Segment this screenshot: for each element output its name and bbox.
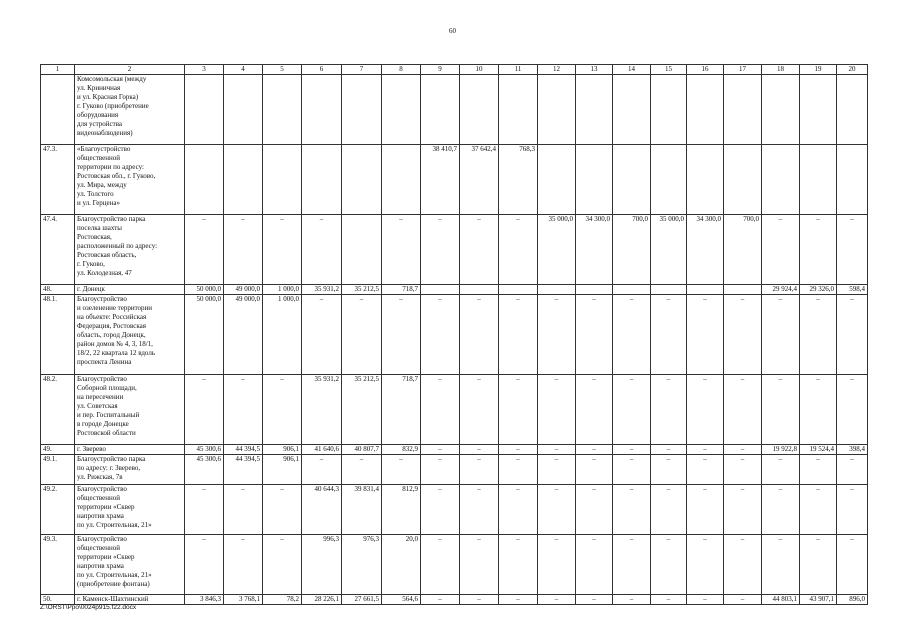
value-cell <box>762 75 800 145</box>
value-cell: – <box>421 595 460 605</box>
table-row <box>41 215 868 285</box>
value-cell: 78,2 <box>263 595 302 605</box>
value-cell: 37 642,4 <box>460 145 499 215</box>
value-cell: 28 226,1 <box>302 595 342 605</box>
value-cell: – <box>421 295 460 375</box>
value-cell: 1 000,0 <box>263 295 302 375</box>
value-cell: – <box>687 375 724 445</box>
value-cell: – <box>800 295 837 375</box>
value-cell: – <box>302 295 342 375</box>
value-cell: – <box>382 455 421 485</box>
value-cell: – <box>499 445 538 455</box>
value-cell: – <box>576 375 613 445</box>
value-cell: 896,0 <box>837 595 868 605</box>
value-cell <box>382 145 421 215</box>
value-cell: – <box>837 535 868 595</box>
value-cell: – <box>724 375 762 445</box>
data-table <box>40 64 868 605</box>
value-cell <box>302 75 342 145</box>
object-name-cell: Комсомольская (между ул. Криничная и ул. Красная Горка) г. Гуково (приобретение оборудования для устройства видеонаблюдения) <box>75 75 185 145</box>
value-cell: – <box>263 375 302 445</box>
value-cell <box>762 145 800 215</box>
value-cell: – <box>421 535 460 595</box>
value-cell <box>576 145 613 215</box>
object-name-cell: Благоустройство общественной территории «Сквер напротив храма по ул. Строительная, 21» <box>75 485 185 535</box>
value-cell: – <box>651 295 687 375</box>
value-cell: 40 807,7 <box>342 445 382 455</box>
value-cell <box>538 145 576 215</box>
value-cell: – <box>800 535 837 595</box>
value-cell: – <box>651 455 687 485</box>
row-number-cell: 50. <box>41 595 75 605</box>
value-cell <box>538 75 576 145</box>
value-cell: – <box>499 215 538 285</box>
value-cell: 19 524,4 <box>800 445 837 455</box>
value-cell: 35 212,5 <box>342 285 382 295</box>
row-number-cell: 48.2. <box>41 375 75 445</box>
value-cell <box>724 285 762 295</box>
value-cell: – <box>837 295 868 375</box>
value-cell: – <box>724 595 762 605</box>
value-cell: 35 000,0 <box>538 215 576 285</box>
value-cell: – <box>460 295 499 375</box>
object-name-cell: Благоустройство парка по адресу: г. Зверево, ул. Рижская, 7в <box>75 455 185 485</box>
column-number-cell: 8 <box>382 65 421 75</box>
value-cell: – <box>613 595 651 605</box>
value-cell: – <box>185 485 224 535</box>
value-cell <box>421 75 460 145</box>
value-cell: – <box>724 485 762 535</box>
value-cell: – <box>538 295 576 375</box>
value-cell: 598,4 <box>837 285 868 295</box>
value-cell: – <box>538 485 576 535</box>
page-number: 60 <box>449 27 456 35</box>
value-cell: – <box>800 485 837 535</box>
value-cell: – <box>576 445 613 455</box>
value-cell: 50 000,0 <box>185 295 224 375</box>
value-cell: – <box>263 535 302 595</box>
object-name-cell: г. Каменск-Шахтинский <box>75 595 185 605</box>
object-name-cell: «Благоустройство общественной территории по адресу: Ростовская обл., г. Гуково, ул. Мира, между ул. Толстого и ул. Герцена» <box>75 145 185 215</box>
value-cell: 35 000,0 <box>651 215 687 285</box>
object-name-cell: Благоустройство парка поселка шахты Ростовская, расположенный по адресу: Ростовская область, г. Гуково, ул. Колодезная, 47 <box>75 215 185 285</box>
value-cell <box>460 285 499 295</box>
object-name-cell: Благоустройство общественной территории «Сквер напротив храма по ул. Строительная, 21» (приобретение фонтана) <box>75 535 185 595</box>
value-cell: – <box>687 295 724 375</box>
value-cell: 700,0 <box>613 215 651 285</box>
value-cell: – <box>538 535 576 595</box>
object-name-cell: Благоустройство и озеленение территории на объекте: Российская Федерация, Ростовская область, город Донецк, район домов № 4, 3, 18/1, 18/2, 22 квартала 12 вдоль проспекта Ленина <box>75 295 185 375</box>
value-cell: 3 768,1 <box>224 595 263 605</box>
table-row <box>41 535 868 595</box>
column-number-cell: 19 <box>800 65 837 75</box>
value-cell <box>687 285 724 295</box>
value-cell: 19 922,8 <box>762 445 800 455</box>
column-number-cell: 18 <box>762 65 800 75</box>
value-cell: 35 931,2 <box>302 375 342 445</box>
column-number-cell: 1 <box>41 65 75 75</box>
value-cell: 35 931,2 <box>302 285 342 295</box>
value-cell <box>687 75 724 145</box>
value-cell: 38 410,7 <box>421 145 460 215</box>
value-cell: 45 300,6 <box>185 445 224 455</box>
value-cell <box>651 75 687 145</box>
value-cell <box>302 145 342 215</box>
value-cell: – <box>460 455 499 485</box>
value-cell: 45 300,6 <box>185 455 224 485</box>
value-cell: – <box>687 535 724 595</box>
value-cell <box>185 75 224 145</box>
value-cell <box>263 75 302 145</box>
value-cell: – <box>724 535 762 595</box>
value-cell: – <box>651 375 687 445</box>
value-cell: – <box>800 215 837 285</box>
value-cell <box>800 145 837 215</box>
value-cell <box>651 145 687 215</box>
row-number-cell: 48. <box>41 285 75 295</box>
value-cell: – <box>185 535 224 595</box>
value-cell: 49 000,0 <box>224 285 263 295</box>
column-number-cell: 11 <box>499 65 538 75</box>
value-cell: – <box>263 485 302 535</box>
value-cell <box>460 75 499 145</box>
value-cell: – <box>837 485 868 535</box>
table-row <box>41 75 868 145</box>
table-row <box>41 295 868 375</box>
value-cell <box>576 75 613 145</box>
value-cell <box>613 145 651 215</box>
value-cell <box>724 145 762 215</box>
value-cell: 35 212,5 <box>342 375 382 445</box>
column-number-cell: 14 <box>613 65 651 75</box>
value-cell: 29 326,0 <box>800 285 837 295</box>
value-cell: – <box>613 295 651 375</box>
footer-file-path: Z:\ORST\Ppo\0024p915.f22.docx <box>40 604 137 611</box>
value-cell: 50 000,0 <box>185 285 224 295</box>
value-cell: – <box>651 445 687 455</box>
value-cell: – <box>302 215 342 285</box>
value-cell: – <box>421 485 460 535</box>
value-cell: – <box>421 455 460 485</box>
table-row <box>41 455 868 485</box>
value-cell: – <box>499 485 538 535</box>
table-row <box>41 145 868 215</box>
value-cell: 43 907,1 <box>800 595 837 605</box>
column-number-cell: 13 <box>576 65 613 75</box>
value-cell: 700,0 <box>724 215 762 285</box>
column-number-cell: 7 <box>342 65 382 75</box>
value-cell: – <box>576 455 613 485</box>
table-row <box>41 595 868 605</box>
value-cell: 44 394,5 <box>224 445 263 455</box>
column-number-cell: 4 <box>224 65 263 75</box>
table-row <box>41 285 868 295</box>
value-cell: – <box>687 445 724 455</box>
value-cell: – <box>762 455 800 485</box>
value-cell <box>421 285 460 295</box>
column-number-cell: 3 <box>185 65 224 75</box>
value-cell: – <box>724 445 762 455</box>
value-cell: 1 000,0 <box>263 285 302 295</box>
value-cell: – <box>499 455 538 485</box>
value-cell: 996,3 <box>302 535 342 595</box>
value-cell: – <box>800 455 837 485</box>
value-cell: – <box>724 295 762 375</box>
value-cell: – <box>762 485 800 535</box>
value-cell: – <box>421 215 460 285</box>
row-number-cell <box>41 75 75 145</box>
column-number-cell: 9 <box>421 65 460 75</box>
value-cell: 41 640,6 <box>302 445 342 455</box>
value-cell <box>538 285 576 295</box>
value-cell: – <box>185 375 224 445</box>
row-number-cell: 47.3. <box>41 145 75 215</box>
value-cell: – <box>538 375 576 445</box>
value-cell <box>263 145 302 215</box>
column-number-cell: 10 <box>460 65 499 75</box>
value-cell: 44 803,1 <box>762 595 800 605</box>
value-cell: – <box>421 375 460 445</box>
value-cell <box>185 145 224 215</box>
table-row <box>41 485 868 535</box>
column-number-cell: 17 <box>724 65 762 75</box>
value-cell: – <box>460 445 499 455</box>
value-cell: – <box>651 595 687 605</box>
object-name-cell: г. Зверево <box>75 445 185 455</box>
value-cell <box>613 75 651 145</box>
value-cell: – <box>224 535 263 595</box>
value-cell <box>613 285 651 295</box>
value-cell: – <box>499 375 538 445</box>
value-cell <box>342 145 382 215</box>
value-cell: – <box>837 455 868 485</box>
value-cell: – <box>687 485 724 535</box>
value-cell: – <box>499 595 538 605</box>
value-cell <box>837 75 868 145</box>
value-cell: 906,1 <box>263 455 302 485</box>
object-name-cell: г. Донецк <box>75 285 185 295</box>
value-cell <box>224 145 263 215</box>
value-cell: – <box>651 485 687 535</box>
value-cell: – <box>576 485 613 535</box>
value-cell: – <box>762 295 800 375</box>
value-cell: – <box>185 215 224 285</box>
value-cell: – <box>538 445 576 455</box>
value-cell: – <box>613 375 651 445</box>
value-cell: – <box>224 215 263 285</box>
value-cell: – <box>342 295 382 375</box>
value-cell: 20,0 <box>382 535 421 595</box>
value-cell: 398,4 <box>837 445 868 455</box>
value-cell: – <box>837 215 868 285</box>
value-cell: – <box>687 455 724 485</box>
value-cell: 812,9 <box>382 485 421 535</box>
value-cell: 39 831,4 <box>342 485 382 535</box>
value-cell <box>651 285 687 295</box>
value-cell: – <box>421 445 460 455</box>
object-name-cell: Благоустройство Соборной площади, на пересечении ул. Советская и пер. Госпитальный в городе Донецке Ростовской области <box>75 375 185 445</box>
row-number-cell: 47.4. <box>41 215 75 285</box>
value-cell <box>342 215 382 285</box>
value-cell: 768,3 <box>499 145 538 215</box>
value-cell: 906,1 <box>263 445 302 455</box>
value-cell <box>576 285 613 295</box>
row-number-cell: 49. <box>41 445 75 455</box>
value-cell: – <box>762 215 800 285</box>
value-cell: – <box>460 485 499 535</box>
value-cell: – <box>576 535 613 595</box>
value-cell: – <box>460 595 499 605</box>
value-cell: 3 846,3 <box>185 595 224 605</box>
value-cell: – <box>538 455 576 485</box>
column-number-cell: 6 <box>302 65 342 75</box>
value-cell: – <box>613 445 651 455</box>
value-cell: – <box>837 375 868 445</box>
column-number-cell: 20 <box>837 65 868 75</box>
value-cell: 832,9 <box>382 445 421 455</box>
value-cell: – <box>613 535 651 595</box>
value-cell <box>687 145 724 215</box>
value-cell: 40 644,3 <box>302 485 342 535</box>
value-cell: 34 300,0 <box>687 215 724 285</box>
value-cell <box>837 145 868 215</box>
value-cell: – <box>576 595 613 605</box>
value-cell: – <box>224 375 263 445</box>
value-cell: 976,3 <box>342 535 382 595</box>
value-cell: – <box>382 295 421 375</box>
value-cell: 49 000,0 <box>224 295 263 375</box>
value-cell: – <box>263 215 302 285</box>
value-cell: 27 661,5 <box>342 595 382 605</box>
value-cell: – <box>342 455 382 485</box>
value-cell: – <box>499 535 538 595</box>
row-number-cell: 49.2. <box>41 485 75 535</box>
value-cell <box>382 75 421 145</box>
value-cell: – <box>762 535 800 595</box>
value-cell: – <box>613 455 651 485</box>
row-number-cell: 48.1. <box>41 295 75 375</box>
value-cell: – <box>302 455 342 485</box>
value-cell <box>800 75 837 145</box>
column-number-cell: 15 <box>651 65 687 75</box>
value-cell <box>342 75 382 145</box>
value-cell: – <box>538 595 576 605</box>
column-number-cell: 12 <box>538 65 576 75</box>
row-number-cell: 49.3. <box>41 535 75 595</box>
column-number-row <box>41 65 868 75</box>
value-cell: 718,7 <box>382 285 421 295</box>
value-cell: 564,6 <box>382 595 421 605</box>
column-number-cell: 2 <box>75 65 185 75</box>
value-cell <box>499 285 538 295</box>
value-cell: 718,7 <box>382 375 421 445</box>
value-cell <box>224 75 263 145</box>
value-cell: 44 394,5 <box>224 455 263 485</box>
table-row <box>41 445 868 455</box>
value-cell: 29 924,4 <box>762 285 800 295</box>
value-cell: – <box>687 595 724 605</box>
value-cell: – <box>762 375 800 445</box>
value-cell <box>499 75 538 145</box>
row-number-cell: 49.1. <box>41 455 75 485</box>
column-number-cell: 16 <box>687 65 724 75</box>
column-number-cell: 5 <box>263 65 302 75</box>
value-cell: – <box>460 535 499 595</box>
value-cell: – <box>651 535 687 595</box>
value-cell: – <box>800 375 837 445</box>
value-cell: – <box>499 295 538 375</box>
value-cell: – <box>382 215 421 285</box>
value-cell: – <box>613 485 651 535</box>
value-cell: 34 300,0 <box>576 215 613 285</box>
value-cell: – <box>460 375 499 445</box>
table-row <box>41 375 868 445</box>
value-cell: – <box>724 455 762 485</box>
value-cell: – <box>224 485 263 535</box>
value-cell: – <box>460 215 499 285</box>
value-cell: – <box>576 295 613 375</box>
value-cell <box>724 75 762 145</box>
